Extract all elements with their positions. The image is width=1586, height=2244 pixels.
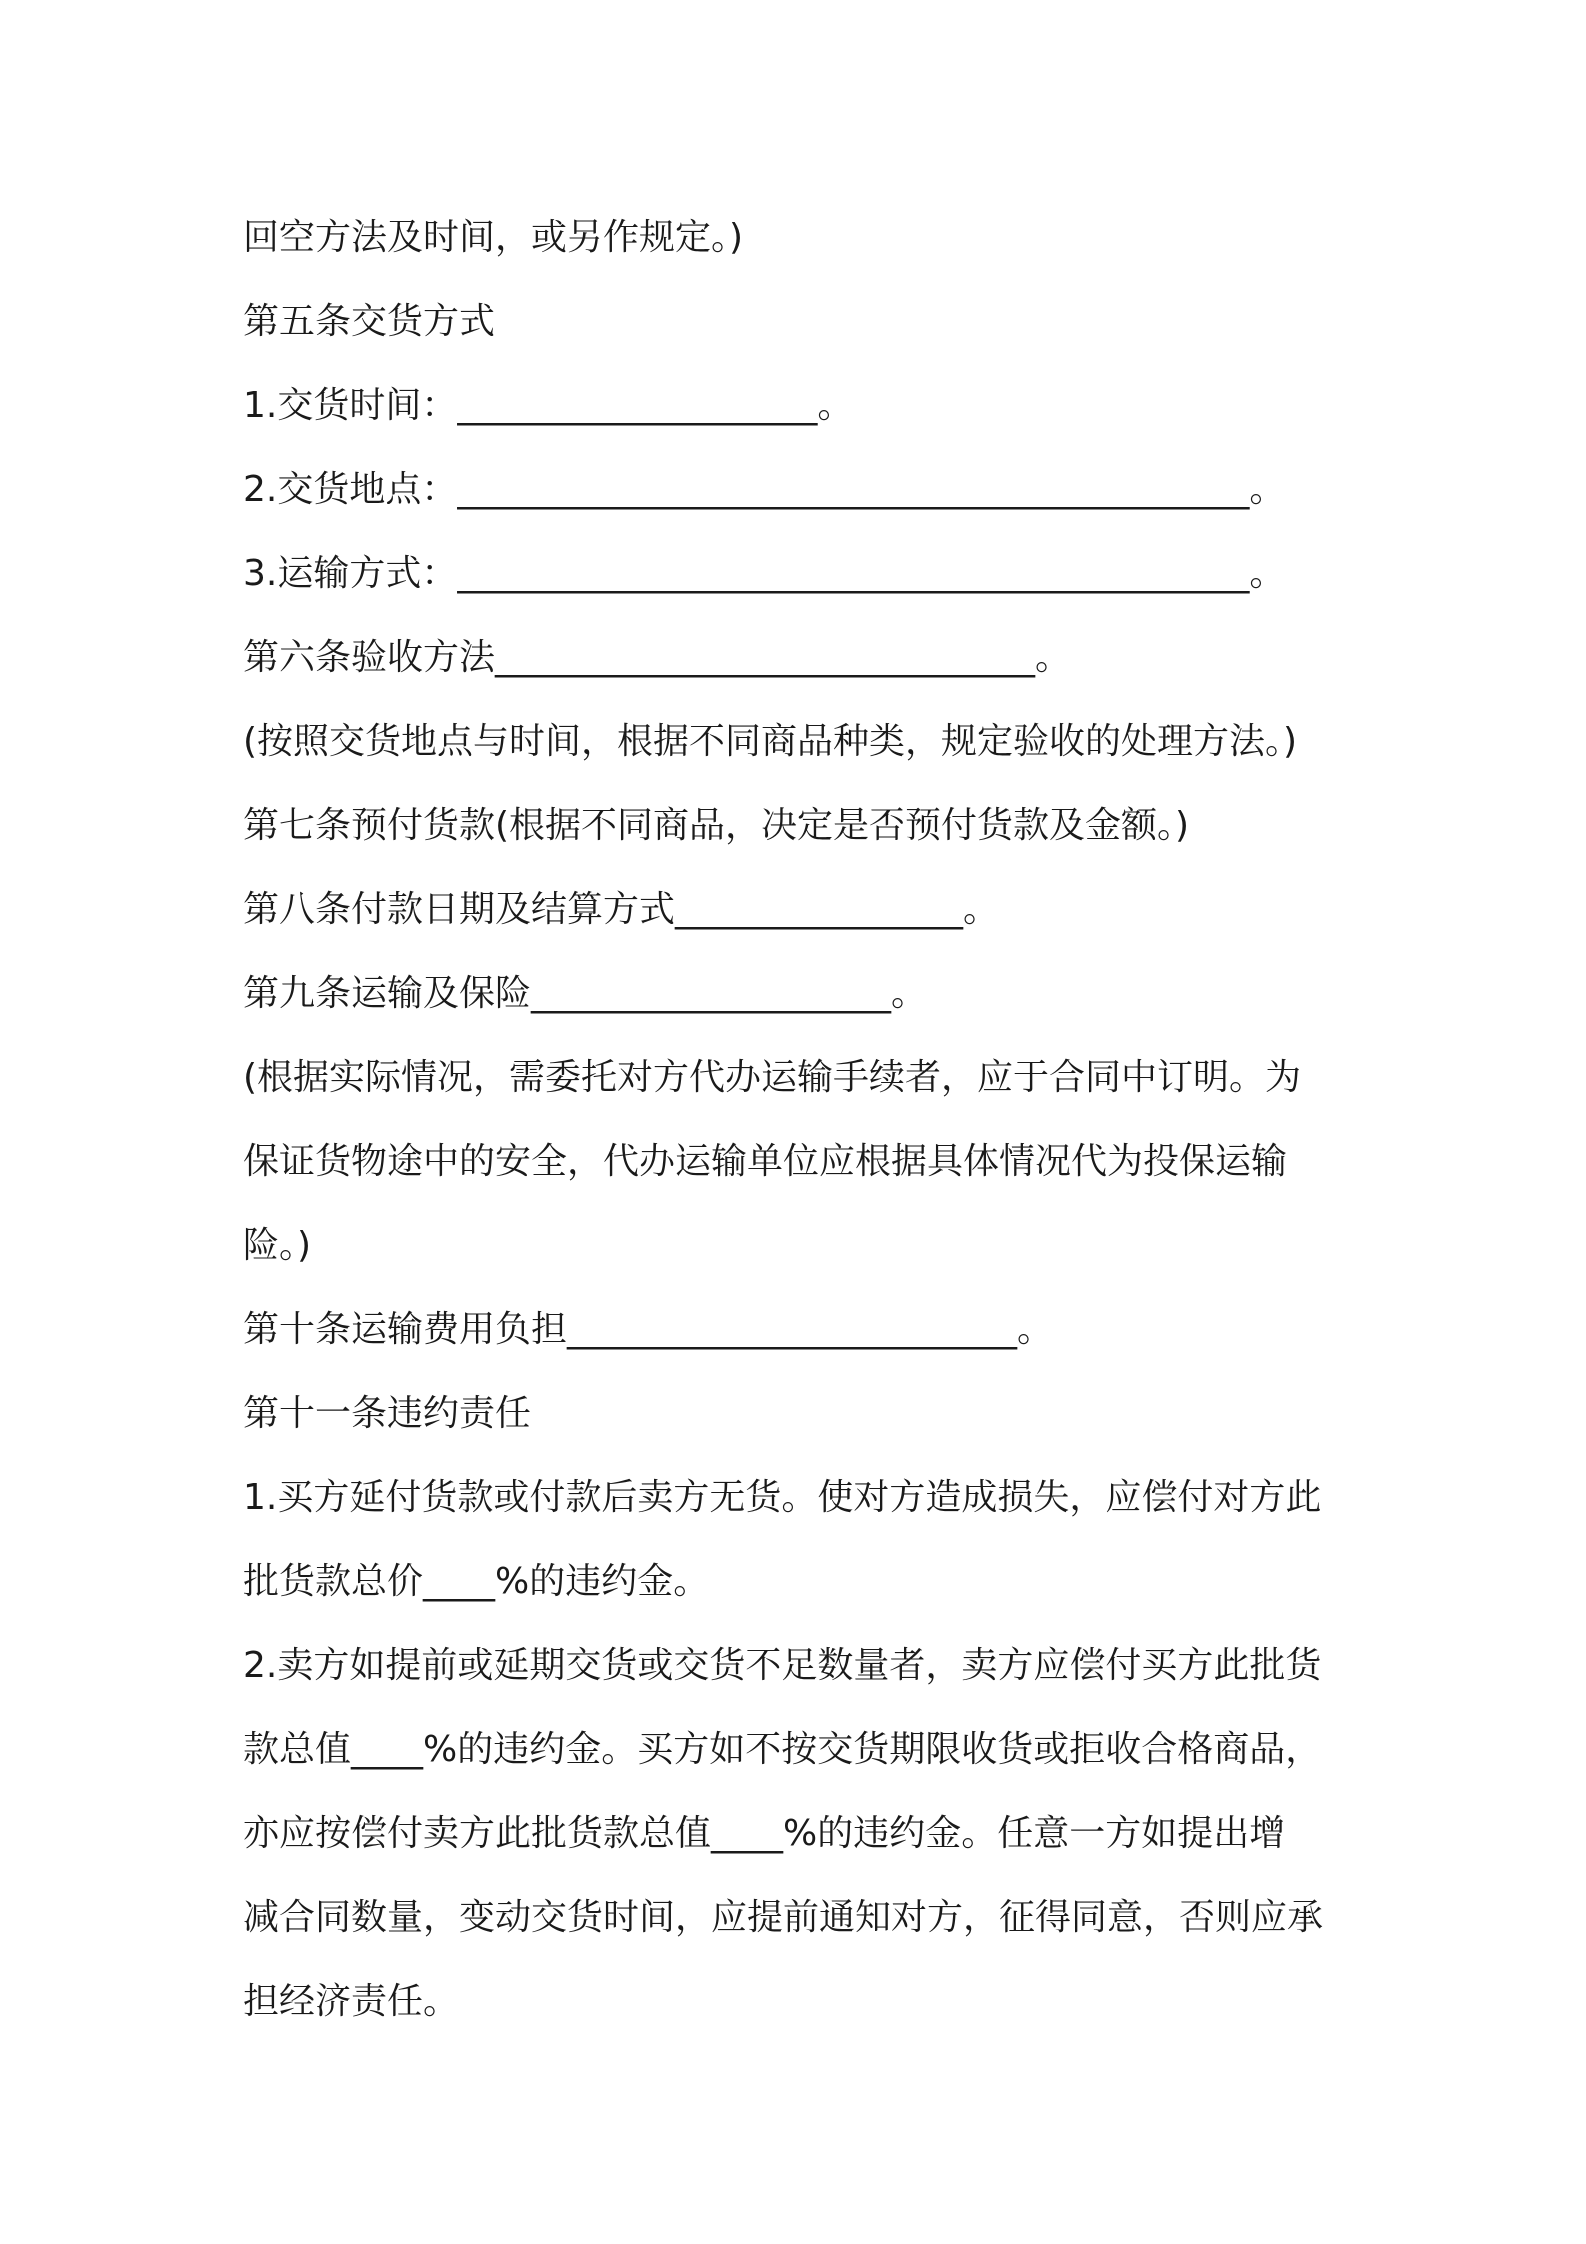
text-line: (根据实际情况，需委托对方代办运输手续者，应于合同中订明。为 — [243, 1057, 1302, 1098]
article-heading: 第八条付款日期及结算方式________________。 — [243, 889, 1000, 930]
text-line: 2.交货地点：____________________________________________。 — [243, 469, 1286, 510]
text-line: 回空方法及时间，或另作规定。) — [243, 217, 744, 258]
text-line: 减合同数量，变动交货时间，应提前通知对方，征得同意，否则应承 — [243, 1897, 1324, 1938]
text-line: 3.运输方式：____________________________________________。 — [243, 553, 1286, 594]
text-line: 担经济责任。 — [243, 1981, 460, 2022]
article-heading: 第六条验收方法______________________________。 — [243, 637, 1072, 678]
text-line: (按照交货地点与时间，根据不同商品种类，规定验收的处理方法。) — [243, 721, 1298, 762]
text-line: 亦应按偿付卖方此批货款总值____%的违约金。任意一方如提出增 — [243, 1813, 1286, 1854]
text-line: 批货款总价____%的违约金。 — [243, 1561, 710, 1602]
article-heading: 第九条运输及保险____________________。 — [243, 973, 928, 1014]
text-line: 保证货物途中的安全，代办运输单位应根据具体情况代为投保运输 — [243, 1141, 1288, 1182]
article-heading: 第十条运输费用负担_________________________。 — [243, 1309, 1054, 1350]
article-heading: 第十一条违约责任 — [243, 1393, 532, 1434]
text-line: 款总值____%的违约金。买方如不按交货期限收货或拒收合格商品， — [243, 1729, 1322, 1770]
article-heading: 第七条预付货款(根据不同商品，决定是否预付货款及金额。) — [243, 805, 1190, 846]
article-heading: 第五条交货方式 — [243, 301, 496, 342]
text-line: 2.卖方如提前或延期交货或交货不足数量者，卖方应偿付买方此批货 — [243, 1645, 1322, 1686]
document-body — [243, 196, 1363, 2044]
text-line: 险。) — [243, 1225, 312, 1266]
text-line: 1.交货时间：____________________。 — [243, 385, 854, 426]
text-line: 1.买方延付货款或付款后卖方无货。使对方造成损失，应偿付对方此 — [243, 1477, 1322, 1518]
